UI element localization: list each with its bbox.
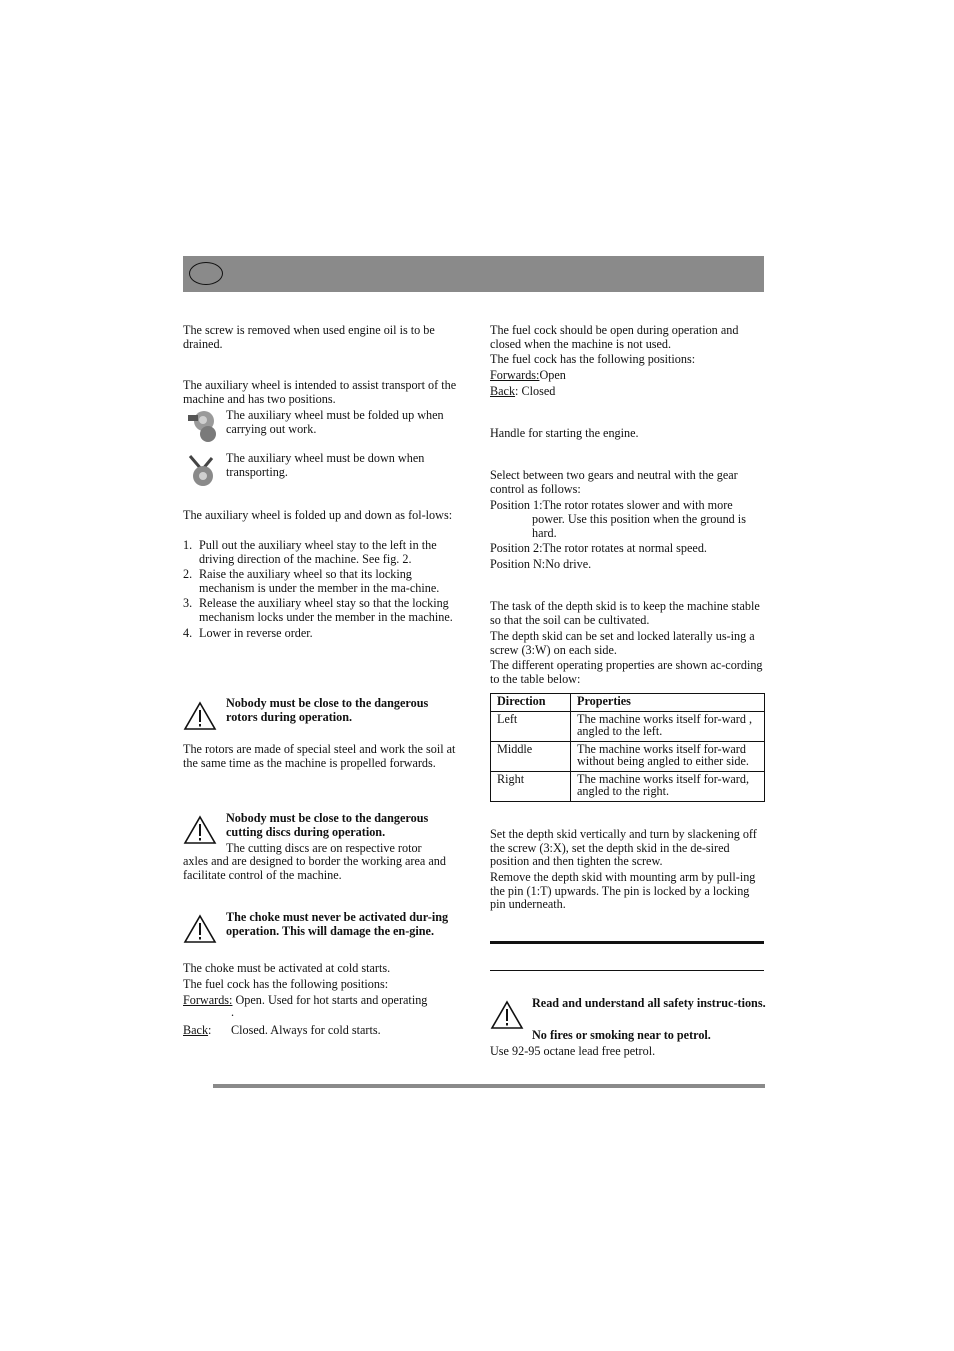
back-position: Back:	[183, 1023, 212, 1037]
gear-position-1-cont: power. Use this position when the ground is hard.	[532, 512, 746, 540]
depth-skid-table	[490, 693, 765, 802]
fuel-back: Back: Closed	[490, 384, 556, 398]
warning-rotors: Nobody must be close to the dangerous rotors during operation.	[226, 696, 429, 724]
gear-position-n: Position N:No drive.	[490, 557, 592, 571]
table-row: Left The machine works itself for-ward , angled to the left.	[491, 711, 765, 741]
aux-wheel-down-text: The auxiliary wheel must be down when transporting.	[226, 451, 425, 479]
aux-wheel-up-icon	[186, 409, 216, 445]
gear-intro: Select between two gears and neutral with the gear control as follows:	[490, 468, 738, 496]
language-badge	[189, 262, 223, 285]
fuel-cock-text: The fuel cock should be open during operation and closed when the machine is not used.	[490, 323, 739, 351]
rotors-text: The rotors are made of special steel and work the soil at the same time as the machine is propelled forwards.	[183, 742, 456, 770]
warning-icon	[183, 914, 217, 944]
skid-task: The task of the depth skid is to keep the machine stable so that the soil can be cultivated.	[490, 599, 760, 627]
section-rule-thick	[490, 941, 764, 944]
petrol-text: Use 92-95 octane lead free petrol.	[490, 1044, 656, 1058]
aux-wheel-intro: The auxiliary wheel is intended to assist transport of the machine and has two positions.	[183, 378, 457, 406]
section-rule-thin	[490, 970, 764, 971]
table-row: Middle The machine works itself for-ward without being angled to either side.	[491, 741, 765, 771]
fold-intro: The auxiliary wheel is folded up and down as fol-lows:	[183, 508, 453, 522]
gear-position-1: Position 1:The rotor rotates slower and with more	[490, 498, 733, 512]
skid-remove: Remove the depth skid with mounting arm by pull-ing the pin (1:T) upwards. The pin is locked by a locking pin underneath.	[490, 870, 756, 912]
list-item: 1. Pull out the auxiliary wheel stay to the left in the driving direction of the machine. See fig. 2.	[183, 538, 437, 566]
oil-screw-text: The screw is removed when used engine oil is to be drained.	[183, 323, 435, 351]
table-header-properties: Properties	[571, 694, 765, 712]
skid-props: The different operating properties are shown ac-cording to the table below:	[490, 658, 763, 686]
fuel-forwards: Forwards:Open	[490, 368, 566, 382]
footer-rule	[213, 1084, 765, 1088]
warning-discs: Nobody must be close to the dangerous cutting discs during operation.	[226, 811, 429, 839]
discs-text-first-line: The cutting discs are on respective rotor	[226, 841, 422, 855]
list-item: 2. Raise the auxiliary wheel so that its locking mechanism is under the member in the ma-chine.	[183, 567, 440, 595]
table-header-direction: Direction	[491, 694, 571, 712]
aux-wheel-up-text: The auxiliary wheel must be folded up when carrying out work.	[226, 408, 444, 436]
table-header-row	[491, 694, 765, 712]
choke-text: The choke must be activated at cold starts.	[183, 961, 391, 975]
warning-icon	[490, 1000, 524, 1030]
aux-wheel-down-icon	[186, 452, 216, 488]
list-item: 3. Release the auxiliary wheel stay so that the locking mechanism locks under the member in the machine.	[183, 596, 453, 624]
warning-icon	[183, 701, 217, 731]
skid-set: The depth skid can be set and locked laterally us-ing a screw (3:W) on each side.	[490, 629, 755, 657]
list-item: 4. Lower in reverse order.	[183, 625, 313, 640]
warning-choke: The choke must never be activated dur-ing operation. This will damage the en-gine.	[226, 910, 449, 938]
forwards-position: Forwards: Open. Used for hot starts and operating	[183, 993, 428, 1007]
forwards-dot: .	[231, 1005, 235, 1019]
gear-position-2: Position 2:The rotor rotates at normal speed.	[490, 541, 707, 555]
warning-fire: No fires or smoking near to petrol.	[532, 1028, 711, 1042]
discs-text: axles and are designed to border the working area and facilitate control of the machine.	[183, 854, 446, 882]
warning-icon	[183, 815, 217, 845]
table-row: Right The machine works itself for-ward, angled to the right.	[491, 771, 765, 801]
header-bar	[183, 256, 764, 292]
skid-vertical: Set the depth skid vertically and turn by slackening off the screw (3:X), set the depth skid in the de-sired position and then tighten the screw.	[490, 827, 757, 869]
back-position-text: Closed. Always for cold starts.	[231, 1023, 381, 1037]
warning-safety: Read and understand all safety instruc-tions.	[532, 996, 766, 1010]
fuel-cock-positions: The fuel cock has the following positions:	[490, 352, 696, 366]
fuelcock-positions-left: The fuel cock has the following positions:	[183, 977, 389, 991]
fold-steps-list	[183, 539, 457, 640]
starter-handle-text: Handle for starting the engine.	[490, 426, 639, 440]
